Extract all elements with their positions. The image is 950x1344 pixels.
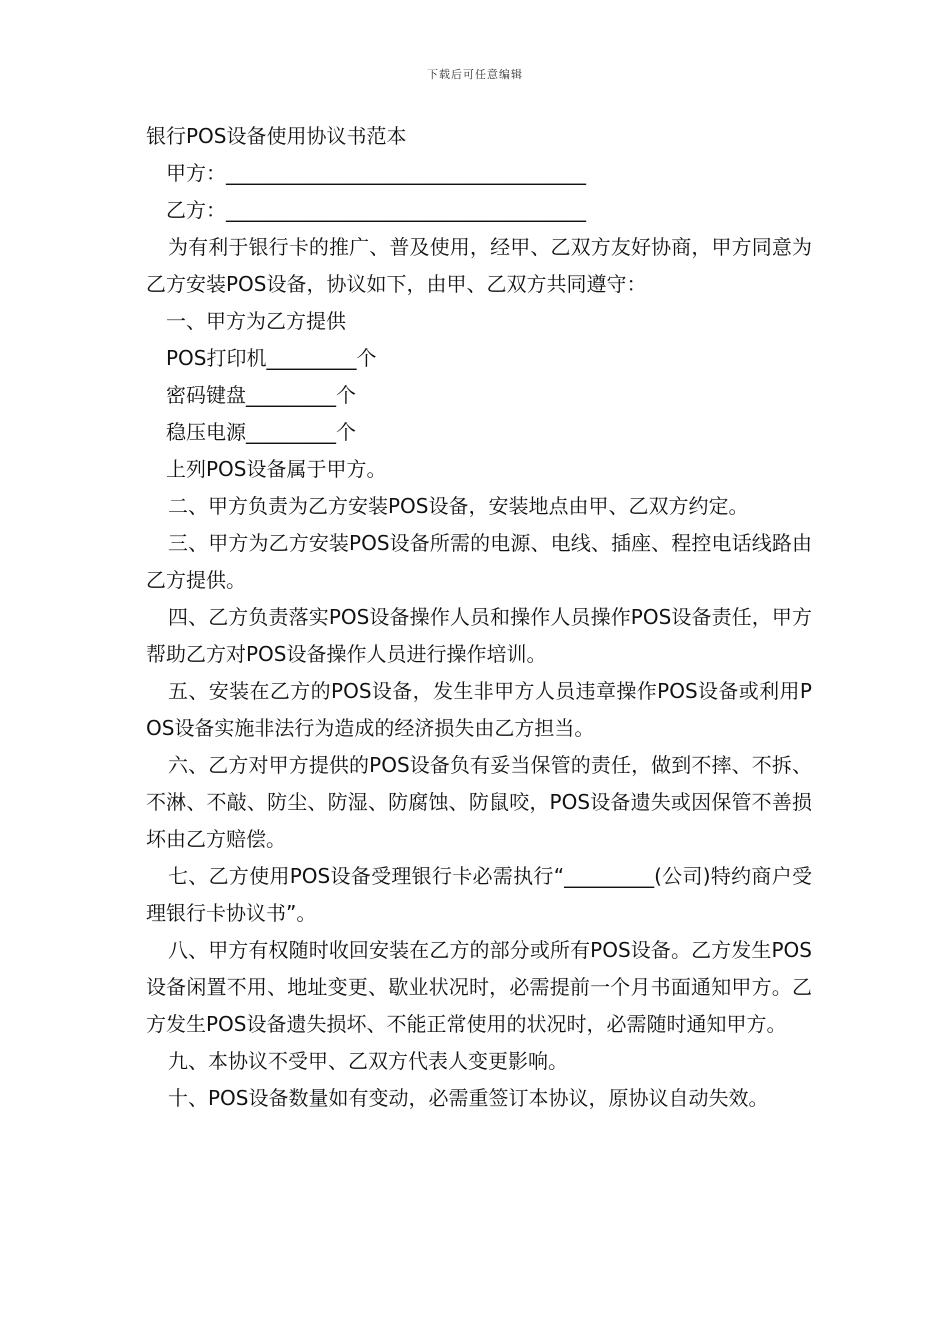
party-b-line: 乙方：____________________________________ [166,198,586,222]
agreement-document [146,118,812,1117]
clause-7: 七、乙方使用POS设备受理银行卡必需执行“_________(公司)特约商户受理银行卡协议书”。 [146,864,812,925]
ownership-statement: 上列POS设备属于甲方。 [166,457,387,481]
page-header-note: 下载后可任意编辑 [427,68,523,81]
clause-8: 八、甲方有权随时收回安装在乙方的部分或所有POS设备。乙方发生POS设备闲置不用、地址变更、歇业状况时，必需提前一个月书面通知甲方。乙方发生POS设备遗失损坏、不能正常使用的状况时，必需随时通知甲方。 [146,938,812,1036]
clause-5: 五、安装在乙方的POS设备，发生非甲方人员违章操作POS设备或利用POS设备实施非法行为造成的经济损失由乙方担当。 [146,679,812,740]
clause-2: 二、甲方负责为乙方安装POS设备，安装地点由甲、乙双方约定。 [168,494,749,518]
clause-10: 十、POS设备数量如有变动，必需重签订本协议，原协议自动失效。 [168,1086,769,1110]
document-title: 银行POS设备使用协议书范本 [146,124,407,148]
intro-paragraph: 为有利于银行卡的推广、普及使用，经甲、乙双方友好协商，甲方同意为乙方安装POS设备，协议如下，由甲、乙双方共同遵守： [146,235,812,296]
item-voltage-regulator: 稳压电源_________个 [166,420,356,444]
clause-3: 三、甲方为乙方安装POS设备所需的电源、电线、插座、程控电话线路由乙方提供。 [146,531,812,592]
item-pin-keypad: 密码键盘_________个 [166,383,356,407]
clause-6: 六、乙方对甲方提供的POS设备负有妥当保管的责任，做到不摔、不拆、不淋、不敲、防尘、防湿、防腐蚀、防鼠咬，POS设备遗失或因保管不善损坏由乙方赔偿。 [146,753,812,851]
clause-9: 九、本协议不受甲、乙双方代表人变更影响。 [168,1049,568,1073]
party-a-line: 甲方：____________________________________ [166,161,586,185]
clause-1-heading: 一、甲方为乙方提供 [166,309,346,333]
item-pos-printer: POS打印机_________个 [166,346,377,370]
clause-4: 四、乙方负责落实POS设备操作人员和操作人员操作POS设备责任，甲方帮助乙方对POS设备操作人员进行操作培训。 [146,605,812,666]
